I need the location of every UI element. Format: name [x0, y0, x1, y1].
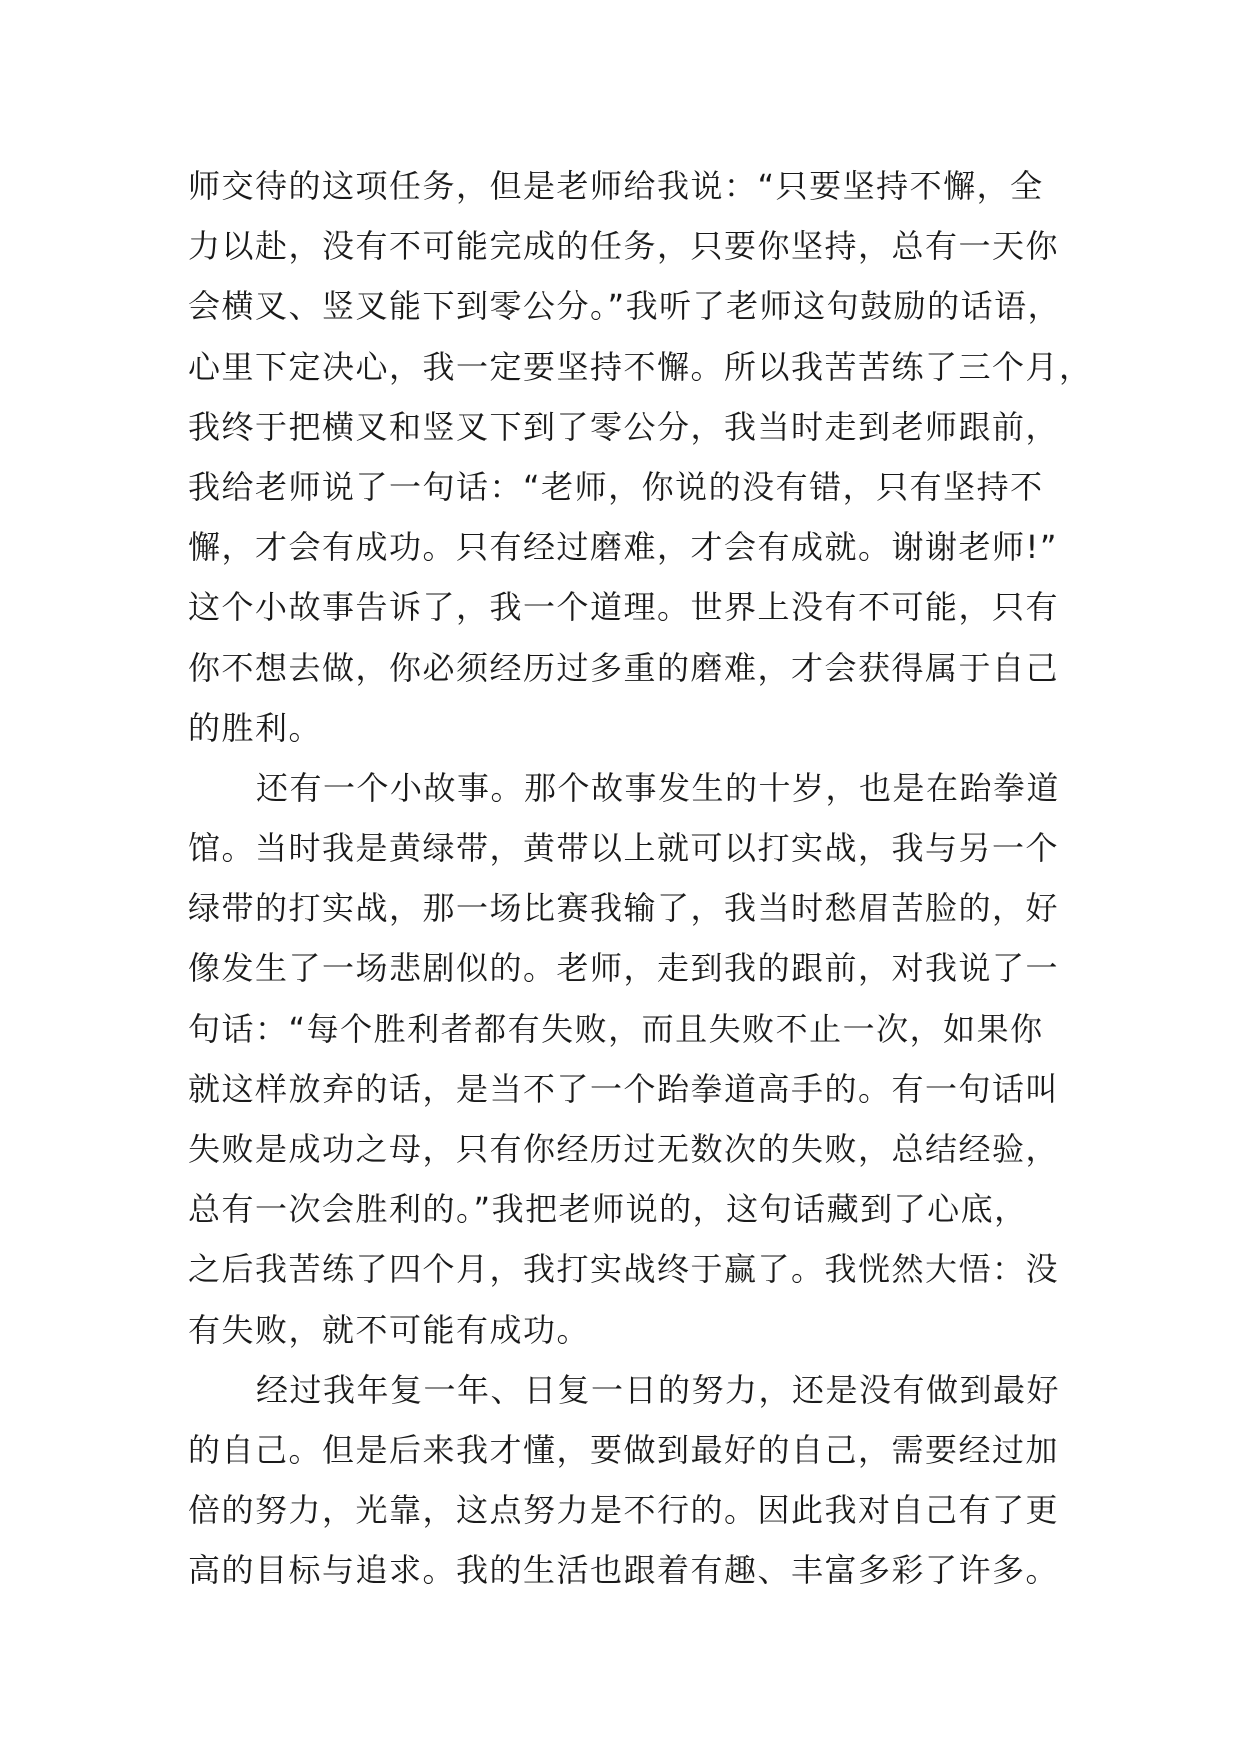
text-line: 像发生了一场悲剧似的。老师，走到我的跟前，对我说了一	[188, 949, 1060, 988]
text-line: 馆。当时我是黄绿带，黄带以上就可以打实战，我与另一个	[188, 829, 1060, 868]
text-line: 就这样放弃的话，是当不了一个跆拳道高手的。有一句话叫	[188, 1069, 1060, 1108]
text-line: 之后我苦练了四个月，我打实战终于赢了。我恍然大悟：没	[188, 1250, 1060, 1289]
text-line: 句话：“每个胜利者都有失败，而且失败不止一次，如果你	[188, 1009, 1044, 1048]
text-line: 师交待的这项任务，但是老师给我说：“只要坚持不懈，全	[188, 167, 1044, 205]
text-line: 有失败，就不可能有成功。	[188, 1310, 591, 1349]
text-line: 你不想去做，你必须经历过多重的磨难，才会获得属于自己	[188, 648, 1060, 687]
text-line: 我终于把横叉和竖叉下到了零公分，我当时走到老师跟前，	[188, 407, 1060, 446]
text-line: 绿带的打实战，那一场比赛我输了，我当时愁眉苦脸的，好	[188, 889, 1060, 928]
text-line: 我给老师说了一句话：“老师，你说的没有错，只有坚持不	[188, 467, 1044, 506]
text-line: 懈，才会有成功。只有经过磨难，才会有成就。谢谢老师!”	[188, 528, 1058, 567]
text-line: 心里下定决心，我一定要坚持不懈。所以我苦苦练了三个月，	[188, 347, 1093, 386]
text-line: 倍的努力，光靠，这点努力是不行的。因此我对自己有了更	[188, 1491, 1060, 1530]
text-line: 高的目标与追求。我的生活也跟着有趣、丰富多彩了许多。	[188, 1551, 1060, 1590]
text-line: 这个小故事告诉了，我一个道理。世界上没有不可能，只有	[188, 588, 1060, 627]
paragraph-start-line: 经过我年复一年、日复一日的努力，还是没有做到最好	[256, 1370, 1061, 1409]
paragraph-start-line: 还有一个小故事。那个故事发生的十岁，也是在跆拳道	[256, 768, 1061, 807]
text-line: 失败是成功之母，只有你经历过无数次的失败，总结经验，	[188, 1130, 1060, 1168]
body-text	[188, 156, 1093, 1601]
text-line: 总有一次会胜利的。”我把老师说的，这句话藏到了心底，	[188, 1190, 1028, 1229]
text-line: 会横叉、竖叉能下到零公分。”我听了老师这句鼓励的话语，	[188, 287, 1062, 326]
text-line: 力以赴，没有不可能完成的任务，只要你坚持，总有一天你	[188, 227, 1060, 266]
text-line: 的自己。但是后来我才懂，要做到最好的自己，需要经过加	[188, 1430, 1060, 1469]
text-line: 的胜利。	[188, 708, 323, 747]
